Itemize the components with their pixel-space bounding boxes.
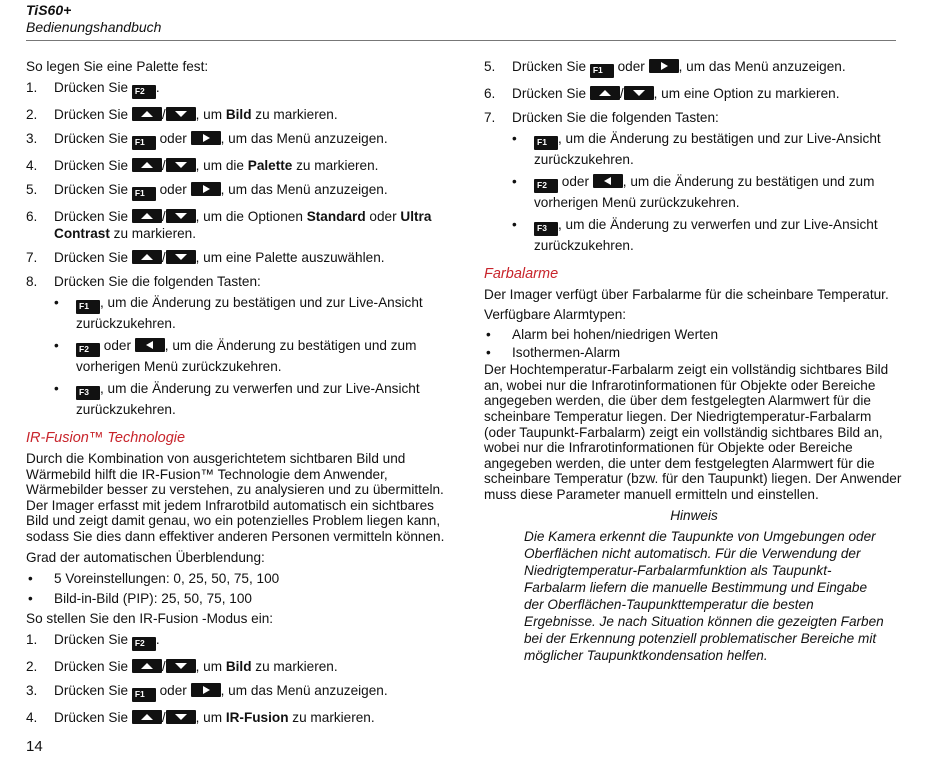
step-text: , um eine Option zu markieren. [653,86,840,101]
down-arrow-key-icon [166,250,196,264]
step-text: Drücken Sie [54,209,129,224]
alarm-paragraph-1: Der Imager verfügt über Farbalarme für die scheinbare Temperatur. [484,287,889,302]
fusion-mode-intro: So stellen Sie den IR-Fusion -Modus ein: [26,610,274,626]
sub-list-item [484,129,904,169]
bullet: • [28,570,33,586]
sub-list-item [26,336,446,376]
step-bold-text: Ultra Contrast [54,209,432,241]
document-title: TiS60+ [26,2,72,18]
document-subtitle: Bedienungshandbuch [26,19,162,35]
page-number: 14 [26,738,43,755]
down-arrow-key-icon [166,209,196,223]
list-item [26,249,446,266]
step-text: Drücken Sie [54,250,129,265]
f1-key-icon: F1 [534,136,558,150]
section-heading-farbalarme: Farbalarme [484,266,559,282]
list-item [26,157,446,174]
separator: / [161,209,166,224]
right-arrow-key-icon [649,59,679,73]
step-number: 6. [26,209,38,224]
list-item-text: Bild-in-Bild (PIP): 25, 50, 75, 100 [54,590,252,606]
down-arrow-key-icon [166,158,196,172]
section-heading-ir-fusion: IR-Fusion™ Technologie [26,430,186,446]
step-number: 2. [26,658,38,674]
up-arrow-key-icon [590,86,620,100]
step-text: Drücken Sie die folgenden Tasten: [512,110,719,125]
right-column [484,58,904,664]
f1-key-icon: F1 [590,64,614,78]
sub-step-text: oder [561,174,589,189]
note-text: Die Kamera erkennt die Taupunkte von Umgebungen oder Oberflächen nicht automatisch. Für die Verwendung der Niedrigtemperatur-Farbalarmfunktion als Taupunkt-Farbalarm liefern die manuelle Bestimmung und Eingabe der Oberflächen-Taupunkttemperatur die besten Ergebnisse. Je nach Situation können die gezeigten Farben bei der Erkennung potenziell problematischer Bereiche mit möglicher Taupunktkondensation helfen. [524,528,884,663]
step-bold-text: Bild [225,107,252,122]
list-item [26,130,446,150]
separator: / [161,709,166,725]
down-arrow-key-icon [166,107,196,121]
bullet: • [54,338,59,353]
list-item [484,326,904,344]
step-number: 3. [26,682,38,698]
separator: / [161,250,166,265]
alarm-paragraph-2: Der Hochtemperatur-Farbalarm zeigt ein vollständig sichtbares Bild an, wobei nur die Infrarotinformationen für Objekte oder Bereiche angegeben werden, die über dem festgelegten Alarmwert für die scheinbare Temperatur liegen. Der Niedrigtemperatur-Farbalarm (oder Taupunkt-Farbalarm) zeigt ein vollständig sichtbares Bild an, wobei nur die Infrarotinformationen für Objekte oder Bereiche angegeben werden, die unter dem festgelegten Alarmwert für die scheinbare Temperatur (bzw. für den Taupunkt) liegen. Der Anwender muss diese Parameter manuell ermitteln und einstellen. [484,362,902,502]
step-text: , um das Menü anzuzeigen. [220,131,388,146]
bullet: • [28,590,33,606]
step-text: , um das Menü anzuzeigen. [220,682,388,698]
bullet: • [486,327,491,343]
step-text: zu markieren. [296,158,379,173]
f2-key-icon: F2 [132,85,156,99]
step-text: Drücken Sie [512,86,587,101]
list-item [26,631,446,651]
list-item-text: Alarm bei hohen/niedrigen Werten [512,327,719,343]
step-text: oder [159,131,187,146]
palette-intro: So legen Sie eine Palette fest: [26,59,209,74]
step-bold-text: Palette [247,158,293,173]
step-text: , um [195,709,223,725]
f1-key-icon: F1 [132,136,156,150]
step-number: 8. [26,274,38,289]
list-item [26,106,446,123]
sub-step-text: , um die Änderung zu verwerfen und zur Live-Ansicht zurückzukehren. [534,217,878,253]
step-text: zu markieren. [255,658,338,674]
f2-key-icon: F2 [534,179,558,193]
sub-list-item [484,172,904,212]
list-item [26,273,446,290]
step-text: oder [617,59,645,74]
up-arrow-key-icon [132,250,162,264]
step-number: 3. [26,131,38,146]
right-arrow-key-icon [191,182,221,196]
list-item-text: Isothermen-Alarm [512,345,621,361]
step-text: Drücken Sie [54,80,129,95]
step-text: Drücken Sie [54,631,129,647]
sub-step-text: , um die Änderung zu bestätigen und zum vorherigen Menü zurückzukehren. [534,174,875,210]
f1-key-icon: F1 [76,300,100,314]
step-number: 4. [26,709,38,725]
step-text: , um eine Palette auszuwählen. [195,250,385,265]
right-arrow-key-icon [191,683,221,697]
down-arrow-key-icon [166,659,196,673]
step-text: . [155,80,160,95]
step-text: Drücken Sie [54,107,129,122]
sub-list-item [484,215,904,255]
up-arrow-key-icon [132,158,162,172]
list-item [26,208,446,242]
step-number: 4. [26,158,38,173]
f3-key-icon: F3 [534,222,558,236]
separator: / [619,86,624,101]
sub-step-text: , um die Änderung zu bestätigen und zur Live-Ansicht zurückzukehren. [76,295,423,331]
up-arrow-key-icon [132,659,162,673]
f2-key-icon: F2 [132,637,156,651]
separator: / [161,158,166,173]
step-number: 6. [484,86,496,101]
sub-step-text: , um die Änderung zu verwerfen und zur Live-Ansicht zurückzukehren. [76,381,420,417]
list-item [26,658,446,675]
left-arrow-key-icon [593,174,623,188]
bullet: • [512,217,517,232]
step-text: Drücken Sie die folgenden Tasten: [54,274,261,289]
blend-intro: Grad der automatischen Überblendung: [26,549,265,565]
step-text: . [155,631,160,647]
sub-list-item [26,293,446,333]
list-item [26,570,446,588]
list-item [26,181,446,201]
step-text: oder [159,182,187,197]
list-item [26,590,446,608]
up-arrow-key-icon [132,107,162,121]
step-bold-text: IR-Fusion [225,709,289,725]
separator: / [161,658,166,674]
separator: / [161,107,166,122]
up-arrow-key-icon [132,710,162,724]
step-text: Drücken Sie [54,709,129,725]
sub-step-text: , um die Änderung zu bestätigen und zum vorherigen Menü zurückzukehren. [76,338,417,374]
list-item-text: 5 Voreinstellungen: 0, 25, 50, 75, 100 [54,570,280,586]
list-item [484,85,904,102]
step-number: 7. [484,110,496,125]
step-number: 1. [26,631,38,647]
step-text: zu markieren. [113,226,197,241]
bullet: • [512,174,517,189]
right-arrow-key-icon [191,131,221,145]
step-text: oder [159,682,187,698]
f1-key-icon: F1 [132,187,156,201]
bullet: • [54,295,59,310]
step-text: , um [195,107,223,122]
step-number: 2. [26,107,38,122]
sub-list-item [26,379,446,419]
step-text: oder [369,209,397,224]
step-text: Drücken Sie [54,658,129,674]
list-item [484,58,904,78]
left-arrow-key-icon [135,338,165,352]
step-text: , um das Menü anzuzeigen. [220,182,388,197]
step-text: Drücken Sie [54,131,129,146]
list-item [26,682,446,702]
ir-fusion-paragraph: Durch die Kombination von ausgerichtetem sichtbaren Bild und Wärmebild hilft die IR-Fusion™ Technologie dem Anwender, Wärmebilder besser zu verstehen, zu analysieren und zu übermitteln. Der Imager erfasst mit jedem Infrarotbild automatisch ein sichtbares Bild und zeigt damit genau, wo ein potenzielles Problem liegen kann, sodass Sie dies dann effektiver anderen Personen vermitteln können. [26,451,445,544]
alarm-types-intro: Verfügbare Alarmtypen: [484,306,627,322]
step-text: , um die [195,158,244,173]
list-item [484,109,904,126]
step-number: 5. [484,59,496,74]
left-column [26,58,446,733]
note-title: Hinweis [670,507,718,523]
step-text: , um die Optionen [195,209,303,224]
f1-key-icon: F1 [132,688,156,702]
step-text: Drücken Sie [54,158,129,173]
bullet: • [486,345,491,361]
step-number: 1. [26,80,38,95]
step-text: Drücken Sie [54,182,129,197]
sub-step-text: , um die Änderung zu bestätigen und zur Live-Ansicht zurückzukehren. [534,131,881,167]
up-arrow-key-icon [132,209,162,223]
bullet: • [54,381,59,396]
step-bold-text: Standard [306,209,366,224]
step-text: , um das Menü anzuzeigen. [678,59,846,74]
step-text: zu markieren. [255,107,338,122]
step-bold-text: Bild [225,658,252,674]
down-arrow-key-icon [166,710,196,724]
f3-key-icon: F3 [76,386,100,400]
list-item [26,79,446,99]
step-text: Drücken Sie [512,59,587,74]
step-number: 7. [26,250,38,265]
f2-key-icon: F2 [76,343,100,357]
down-arrow-key-icon [624,86,654,100]
step-text: , um [195,658,223,674]
page-header [26,2,896,41]
list-item [26,709,446,726]
sub-step-text: oder [103,338,131,353]
bullet: • [512,131,517,146]
step-number: 5. [26,182,38,197]
list-item [484,344,904,362]
step-text: zu markieren. [292,709,375,725]
step-text: Drücken Sie [54,682,129,698]
